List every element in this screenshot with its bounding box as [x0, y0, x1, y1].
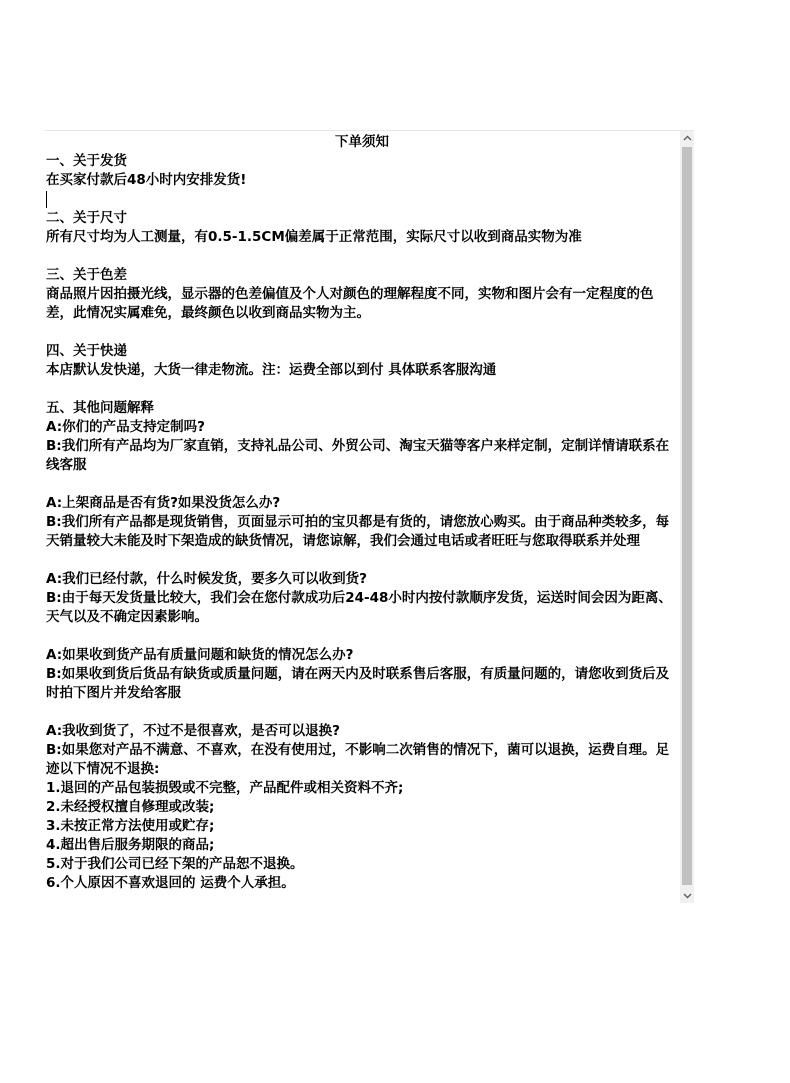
faq-question: A:你们的产品支持定制吗?	[46, 419, 205, 435]
blank-line	[46, 247, 678, 266]
blank-line	[46, 323, 678, 342]
blank-line	[46, 627, 678, 646]
faq-answer: B:我们所有产品都是现货销售，页面显示可拍的宝贝都是有货的，请您放心购买。由于商品种类较多，每天销量较大未能及时下架造成的缺货情况，请您谅解，我们会通过电话或者旺旺与您取得联系并处理	[46, 514, 670, 549]
blank-line	[46, 703, 678, 722]
section-2-heading: 二、关于尺寸	[46, 210, 127, 226]
scroll-thumb[interactable]	[682, 147, 692, 885]
chevron-up-icon	[683, 135, 692, 141]
faq-answer: B:如果您对产品不满意、不喜欢，在没有使用过，不影响二次销售的情况下，菌可以退换，运费自理。足迹以下情况不退换:	[46, 742, 670, 777]
faq-question: A:我收到货了，不过不是很喜欢，是否可以退换?	[46, 723, 340, 739]
return-rule: 1.退回的产品包装损毁或不完整，产品配件或相关资料不齐;	[46, 780, 404, 796]
scroll-down-button[interactable]	[680, 889, 694, 903]
notice-text-area[interactable]	[46, 133, 678, 901]
faq-answer: B:我们所有产品均为厂家直销，支持礼品公司、外贸公司、淘宝天猫等客户来样定制，定制详情请联系在线客服	[46, 438, 670, 473]
text-caret-line	[46, 190, 678, 209]
return-rule: 3.未按正常方法使用或贮存;	[46, 818, 215, 834]
blank-line	[46, 551, 678, 570]
section-5-heading: 五、其他问题解释	[46, 400, 154, 416]
notice-title: 下单须知	[335, 134, 389, 150]
faq-question: A:如果收到货产品有质量问题和缺货的情况怎么办?	[46, 647, 354, 663]
section-4-text: 本店默认发快递，大货一律走物流。注：运费全部以到付 具体联系客服沟通	[46, 362, 497, 378]
section-3-text: 商品照片因拍摄光线，显示器的色差偏值及个人对颜色的理解程度不同，实物和图片会有一定程度的色差，此情况实属难免，最终颜色以收到商品实物为主。	[46, 286, 654, 321]
return-rule: 2.未经授权擅自修理或改装;	[46, 799, 215, 815]
faq-answer: B:由于每天发货量比较大，我们会在您付款成功后24-48小时内按付款顺序发货，运送时间会因为距离、天气以及不确定因素影响。	[46, 590, 672, 625]
scroll-up-button[interactable]	[680, 131, 694, 145]
vertical-scrollbar[interactable]	[680, 131, 694, 903]
section-1-heading: 一、关于发货	[46, 153, 127, 169]
return-rule: 5.对于我们公司已经下架的产品恕不退换。	[46, 856, 304, 872]
chevron-down-icon	[683, 893, 692, 899]
text-caret	[46, 191, 47, 208]
section-1-text: 在买家付款后48小时内安排发货!	[46, 172, 247, 188]
notice-panel	[44, 130, 694, 902]
faq-question: A:上架商品是否有货?如果没货怎么办?	[46, 495, 281, 511]
return-rule: 4.超出售后服务期限的商品;	[46, 837, 215, 853]
section-3-heading: 三、关于色差	[46, 267, 127, 283]
section-4-heading: 四、关于快递	[46, 343, 127, 359]
blank-line	[46, 380, 678, 399]
return-rule: 6.个人原因不喜欢退回的 运费个人承担。	[46, 875, 295, 891]
section-2-text: 所有尺寸均为人工测量，有0.5-1.5CM偏差属于正常范围，实际尺寸以收到商品实物为准	[46, 229, 582, 245]
faq-answer: B:如果收到货后货品有缺货或质量问题，请在两天内及时联系售后客服，有质量问题的，请您收到货后及时拍下图片并发给客服	[46, 666, 670, 701]
blank-line	[46, 475, 678, 494]
faq-question: A:我们已经付款，什么时候发货，要多久可以收到货?	[46, 571, 367, 587]
